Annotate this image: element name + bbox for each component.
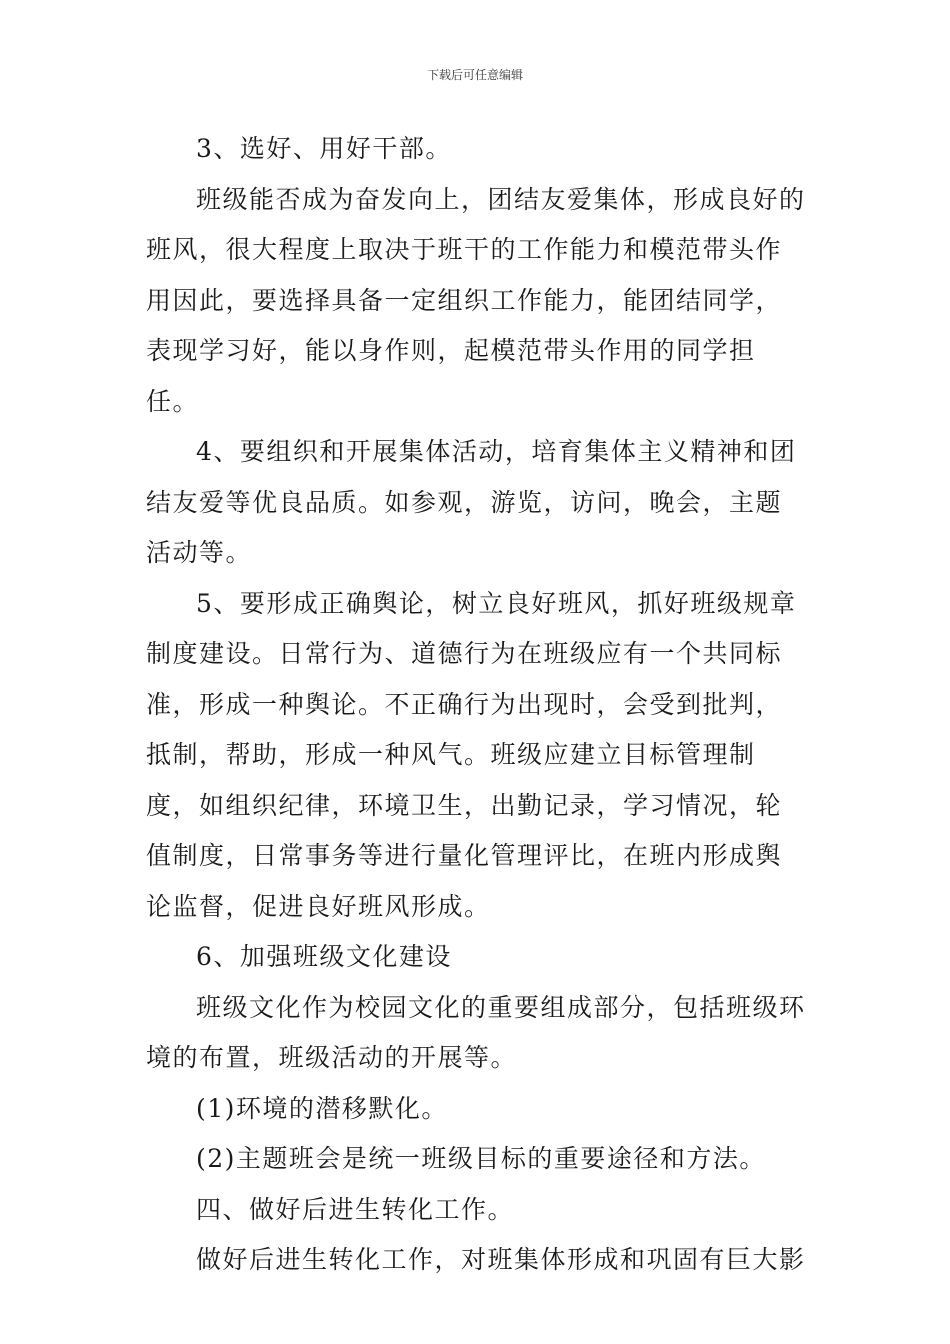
paragraph-class-culture: 班级文化作为校园文化的重要组成部分，包括班级环境的布置，班级活动的开展等。 [146,992,806,1072]
page-header-note: 下载后可任意编辑 [426,68,523,82]
paragraph-cadre-selection: 班级能否成为奋发向上，团结友爱集体，形成良好的班风，很大程度上取决于班干的工作能力和模范带头作用因此，要选择具备一定组织工作能力，能团结同学，表现学习好，能以身作则，起模范带头作用的同学担任。 [146,184,806,416]
paragraph-item-6: 6、加强班级文化建设 [196,942,452,971]
paragraph-laggard-students: 做好后进生转化工作，对班集体形成和巩固有巨大影 [196,1245,806,1274]
paragraph-item-4: 4、要组织和开展集体活动，培育集体主义精神和团结友爱等优良品质。如参观，游览，访问，晚会，主题活动等。 [146,437,797,567]
document-body [146,124,806,1286]
paragraph-item-5: 5、要形成正确舆论，树立良好班风，抓好班级规章制度建设。日常行为、道德行为在班级应有一个共同标准，形成一种舆论。不正确行为出现时，会受到批判，抵制，帮助，形成一种风气。班级应建立目标管理制度，如组织纪律，环境卫生，出勤记录，学习情况，轮值制度，日常事务等进行量化管理评比，在班内形成舆论监督，促进良好班风形成。 [146,588,797,921]
section-heading-4: 四、做好后进生转化工作。 [196,1194,515,1224]
paragraph-subitem-1: (1)环境的潜移默化。 [196,1093,448,1123]
paragraph-item-3: 3、选好、用好干部。 [196,134,452,163]
paragraph-subitem-2: (2)主题班会是统一班级目标的重要途径和方法。 [196,1144,766,1173]
